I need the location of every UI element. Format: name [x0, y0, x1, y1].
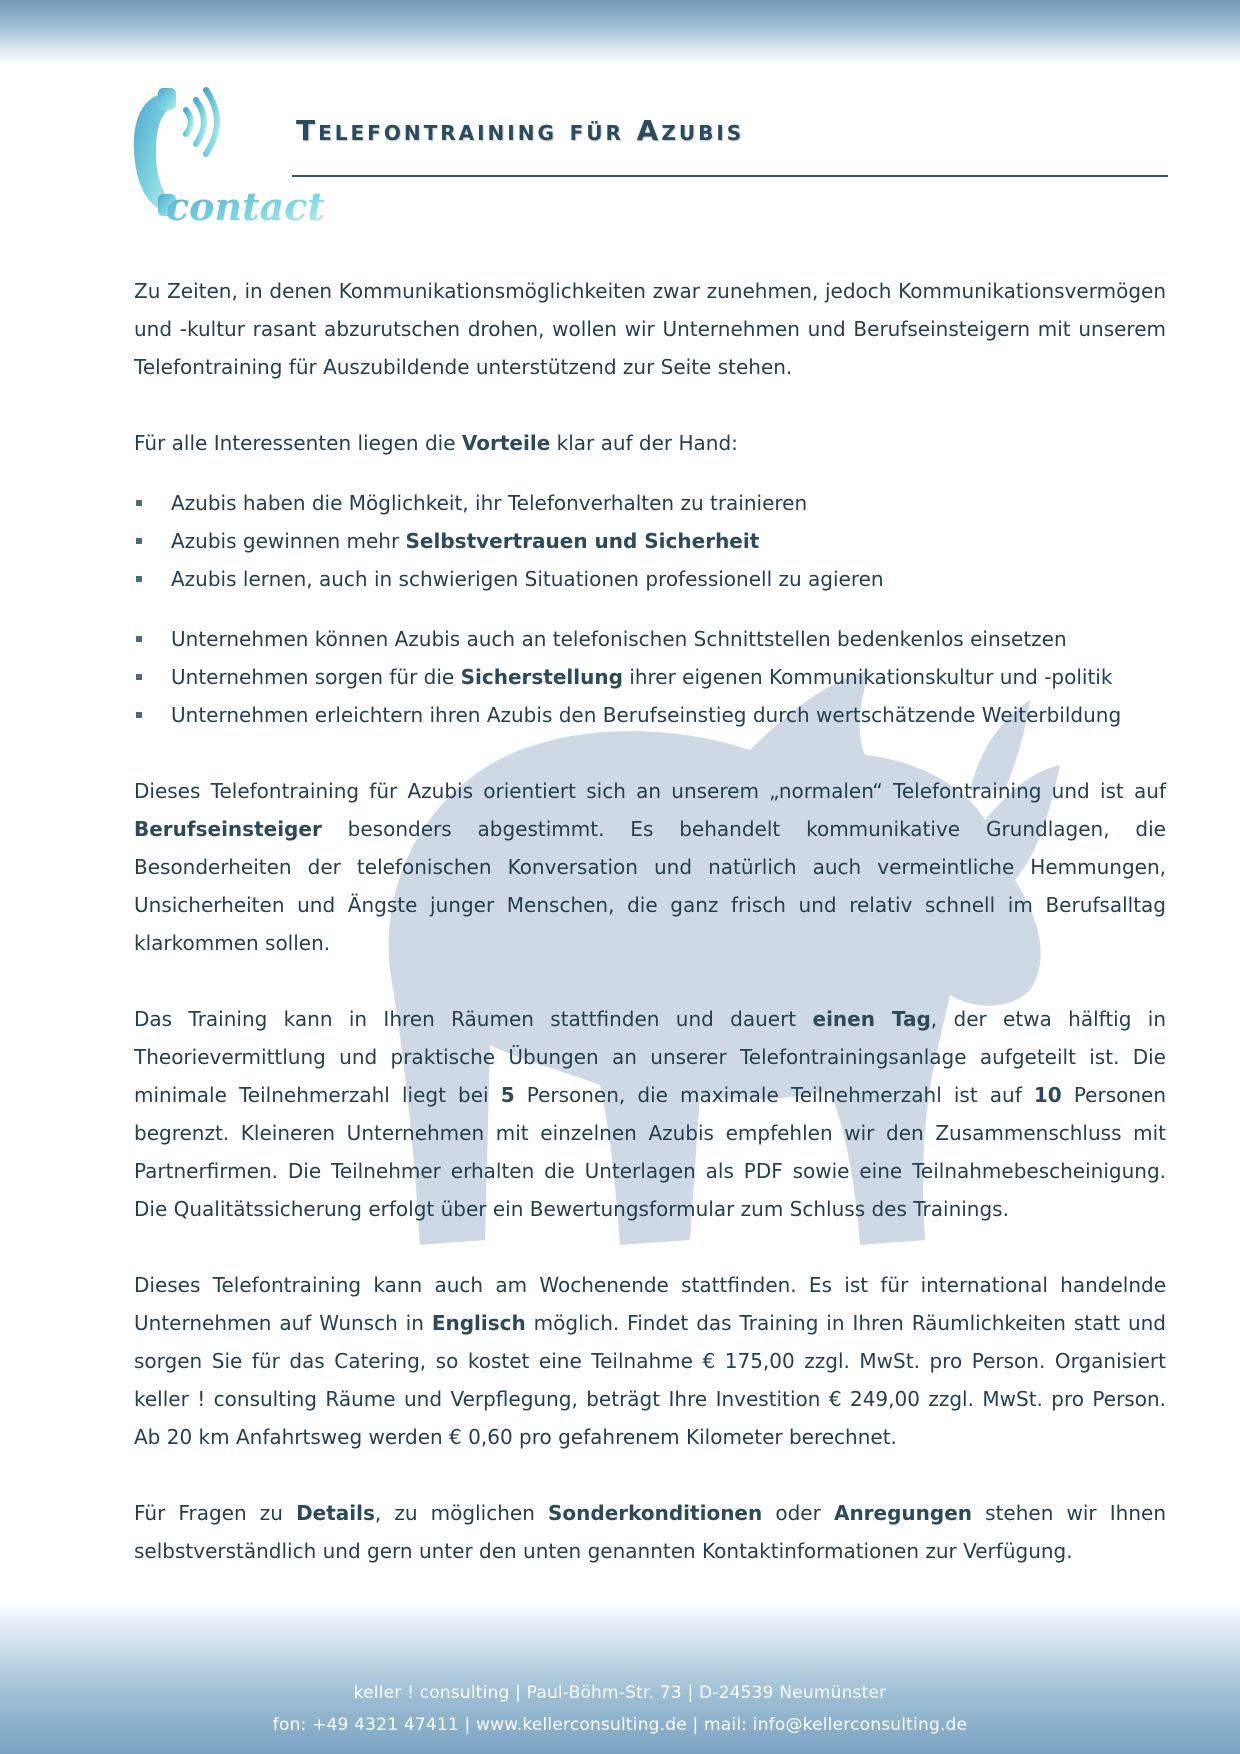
footer-contact: fon: +49 4321 47411 | www.kellerconsulting.de | mail: info@kellerconsulting.de: [272, 1715, 968, 1735]
list-item-text: Azubis haben die Möglichkeit, ihr Telefonverhalten zu trainieren: [171, 491, 808, 515]
text-run: klar auf der Hand:: [550, 431, 738, 455]
text-run: Für alle Interessenten liegen die: [134, 431, 462, 455]
list-item-text: Unternehmen können Azubis auch an telefonischen Schnittstellen bedenkenlos einsetzen: [171, 627, 1067, 651]
advantages-lead: [134, 424, 1166, 462]
text-run: , der etwa hälftig in Theorievermittlung und praktische Übungen an unserer Telefontrainingsanlage aufgeteilt ist. Die minimale Teilnehmerzahl liegt bei: [134, 1007, 1166, 1107]
text-run: Personen begrenzt. Kleineren Unternehmen mit einzelnen Azubis empfehlen wir den Zusammenschluss mit Partnerfirmen. Die Teilnehmer erhalten die Unterlagen als PDF sowie eine Teilnahmebescheinigung. Die Qualitätssicherung erfolgt über ein Bewertungsformular zum Schluss des Trainings.: [134, 1083, 1167, 1221]
text-run: besonders abgestimmt. Es behandelt kommunikative Grundlagen, die Besonderheiten der telefonischen Konversation und natürlich auch vermeintliche Hemmungen, Unsicherheiten und Ängste junger Menschen, die ganz frisch und relativ schnell im Berufsalltag klarkommen sollen.: [134, 817, 1166, 955]
bold-run: einen Tag: [812, 1007, 931, 1031]
list-item: [134, 560, 1166, 598]
list-item: [134, 696, 1166, 734]
text-run: Für Fragen zu: [134, 1501, 297, 1525]
list-item-text: Azubis gewinnen mehr: [171, 529, 406, 553]
text-run: oder: [762, 1501, 834, 1525]
bold-run: 10: [1033, 1083, 1062, 1107]
contact-paragraph: [134, 1494, 1166, 1570]
bold-run: Sonderkonditionen: [548, 1501, 763, 1525]
list-item: [134, 522, 1166, 560]
text-run: Dieses Telefontraining kann auch am Wochenende stattfinden. Es ist für international handelnde Unternehmen auf Wunsch in: [134, 1273, 1166, 1335]
contact-logo: [128, 72, 328, 232]
list-item-text: Azubis lernen, auch in schwierigen Situationen professionell zu agieren: [171, 567, 884, 591]
bold-run: Details: [296, 1501, 375, 1525]
bold-run: 5: [500, 1083, 515, 1107]
bold-run: Anregungen: [833, 1501, 973, 1525]
training-paragraph: [134, 1000, 1166, 1228]
text-run: Personen, die maximale Teilnehmerzahl ist auf: [514, 1083, 1034, 1107]
list-item-text: ihrer eigenen Kommunikationskultur und -politik: [622, 665, 1113, 689]
text-run: stehen wir Ihnen selbstverständlich und gern unter den unten genannten Kontaktinformationen zur Verfügung.: [134, 1501, 1166, 1563]
bold-run: Selbstvertrauen und Sicherheit: [405, 529, 760, 553]
title-divider: [292, 175, 1168, 177]
list-item: [134, 658, 1166, 696]
logo-text: contact: [166, 184, 325, 229]
bold-run: Sicherstellung: [460, 665, 623, 689]
header-band: [0, 0, 1240, 64]
document-body: [134, 272, 1166, 1570]
azubi-benefits-list: [134, 484, 1166, 598]
bold-run: Vorteile: [461, 431, 551, 455]
list-item-text: Unternehmen sorgen für die: [171, 665, 461, 689]
list-item: [134, 620, 1166, 658]
pricing-paragraph: [134, 1266, 1166, 1456]
list-item-text: Unternehmen erleichtern ihren Azubis den Berufseinstieg durch wertschätzende Weiterbildung: [171, 703, 1122, 727]
footer-address: keller ! consulting | Paul-Böhm-Str. 73 | D-24539 Neumünster: [353, 1683, 887, 1703]
text-run: Das Training kann in Ihren Räumen stattfinden und dauert: [134, 1007, 813, 1031]
text-run: Dieses Telefontraining für Azubis orientiert sich an unserem „normalen“ Telefontraining und ist auf: [134, 779, 1166, 803]
text-run: , zu möglichen: [374, 1501, 548, 1525]
page-title: Telefontraining für Azubis: [296, 114, 745, 147]
list-item: [134, 484, 1166, 522]
intro-paragraph: Zu Zeiten, in denen Kommunikationsmöglichkeiten zwar zunehmen, jedoch Kommunikationsvermögen und -kultur rasant abzurutschen drohen, wollen wir Unternehmen und Berufseinsteigern mit unserem Telefontraining für Auszubildende unterstützend zur Seite stehen.: [134, 279, 1166, 379]
orientation-paragraph: [134, 772, 1166, 962]
bold-run: Englisch: [431, 1311, 526, 1335]
bold-run: Berufseinsteiger: [134, 817, 322, 841]
text-run: möglich. Findet das Training in Ihren Räumlichkeiten statt und sorgen Sie für das Catering, so kostet eine Teilnahme € 175,00 zzgl. MwSt. pro Person. Organisiert keller ! consulting Räume und Verpflegung, beträgt Ihre Investition € 249,00 zzgl. MwSt. pro Person. Ab 20 km Anfahrtsweg werden € 0,60 pro gefahrenem Kilometer berechnet.: [134, 1311, 1166, 1449]
company-benefits-list: [134, 620, 1166, 734]
